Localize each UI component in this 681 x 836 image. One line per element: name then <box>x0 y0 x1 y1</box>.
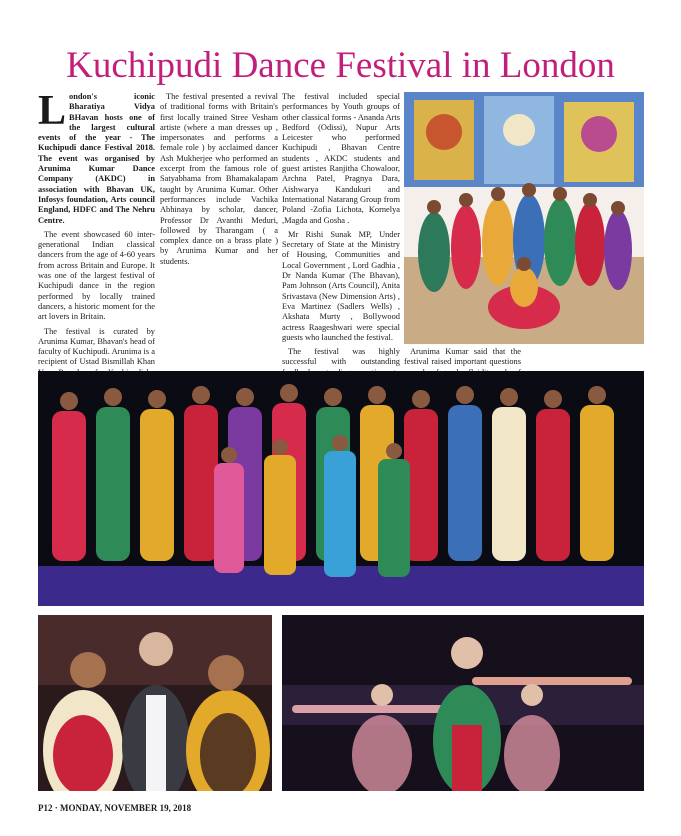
page-footer: P12 · MONDAY, NOVEMBER 19, 2018 <box>38 803 192 813</box>
paragraph-guests: Mr Rishi Sunak MP, Under Secretary of State at the Ministry of Housing, Communities and Local Government , Lord Gadhia , Dr Nanda Kumar (The Bhavan), Pam Johnson (Arts Council), Anita Srivastava (New Dimension Arts) , Eva Martinez (Sadlers Wells) , Akshata Murty , Bollywood actress Raageshwari were special guests who launched the festival. <box>282 229 400 342</box>
performance-photo <box>282 615 644 791</box>
paragraph-dancers: The event showcased 60 inter-generational Indian classical dancers from the age of 4-60 years from across Britain and Europe. It was one of the largest festival of Kuchipudi dance in the region performed by locally trained dancers, a historic moment for the art lovers in Britain. <box>38 229 155 322</box>
group-floor-image <box>404 92 644 344</box>
paragraph-curator: The festival is curated by Arunima Kumar, Bhavan's head of faculty of Kuchipudi. Arunima is a recipient of Ustad Bismillah Khan <box>38 326 155 367</box>
stage-group-photo <box>38 371 644 606</box>
lead-paragraph <box>38 88 155 226</box>
page-title: Kuchipudi Dance Festival in London <box>66 45 615 86</box>
guests-photo <box>38 615 272 791</box>
stage-group-image <box>38 371 644 606</box>
lead-text: ondon's iconic Bharatiya Vidya BHavan hosts one of the largest cultural events of the year - The Kuchipudi dance Festival 2018. The event was organised by Arunima Kumar Dance Company (AKDC) in association with Bhavan UK, Infosys foundation, Arts council England, HDFC and The Nehru Centre. <box>38 92 155 225</box>
performance-image <box>282 615 644 791</box>
paragraph-performances: The festival included special performances by Youth groups of other classical forms - Ananda Arts Bedford (Odissi), Nupur Arts Leicester who performed Kuchipudi , Bhavan Centre students , AKDC students and guest artistes Ranjitha Chowaloor, Archna Patel, Pragnya Dara, Aishwarya Kandukuri and International Natarang Group from Poland -Zofia Lichota, Kornelya ,Magda and Gosha . <box>282 92 400 225</box>
drop-cap: L <box>38 88 67 134</box>
article-column-2 <box>160 92 278 271</box>
paragraph-feedback: The festival was highly successful with outstanding <box>282 347 400 367</box>
group-photo-floor <box>404 92 644 344</box>
guests-image <box>38 615 272 791</box>
paragraph-revival: The festival presented a revival of traditional forms with Britain's first locally trained Stree Vesham artiste (where a man dresses up , impersonates and performs a female role ) by acclaimed dancer Ash Mukherjee who performed an excerpt from the famous role of Satyabhama from Bhamakalapam taught by Arunima Kumar. Other performances include Vachika Abhinaya by scholar, dancer, Professor Dr Avanthi Meduri, followed by Tharangam ( a complex dance on a brass plate ) by Arunima Kumar and her students. <box>160 92 278 266</box>
paragraph-quote: Arunima Kumar said that the festival raised important questions <box>404 347 521 367</box>
